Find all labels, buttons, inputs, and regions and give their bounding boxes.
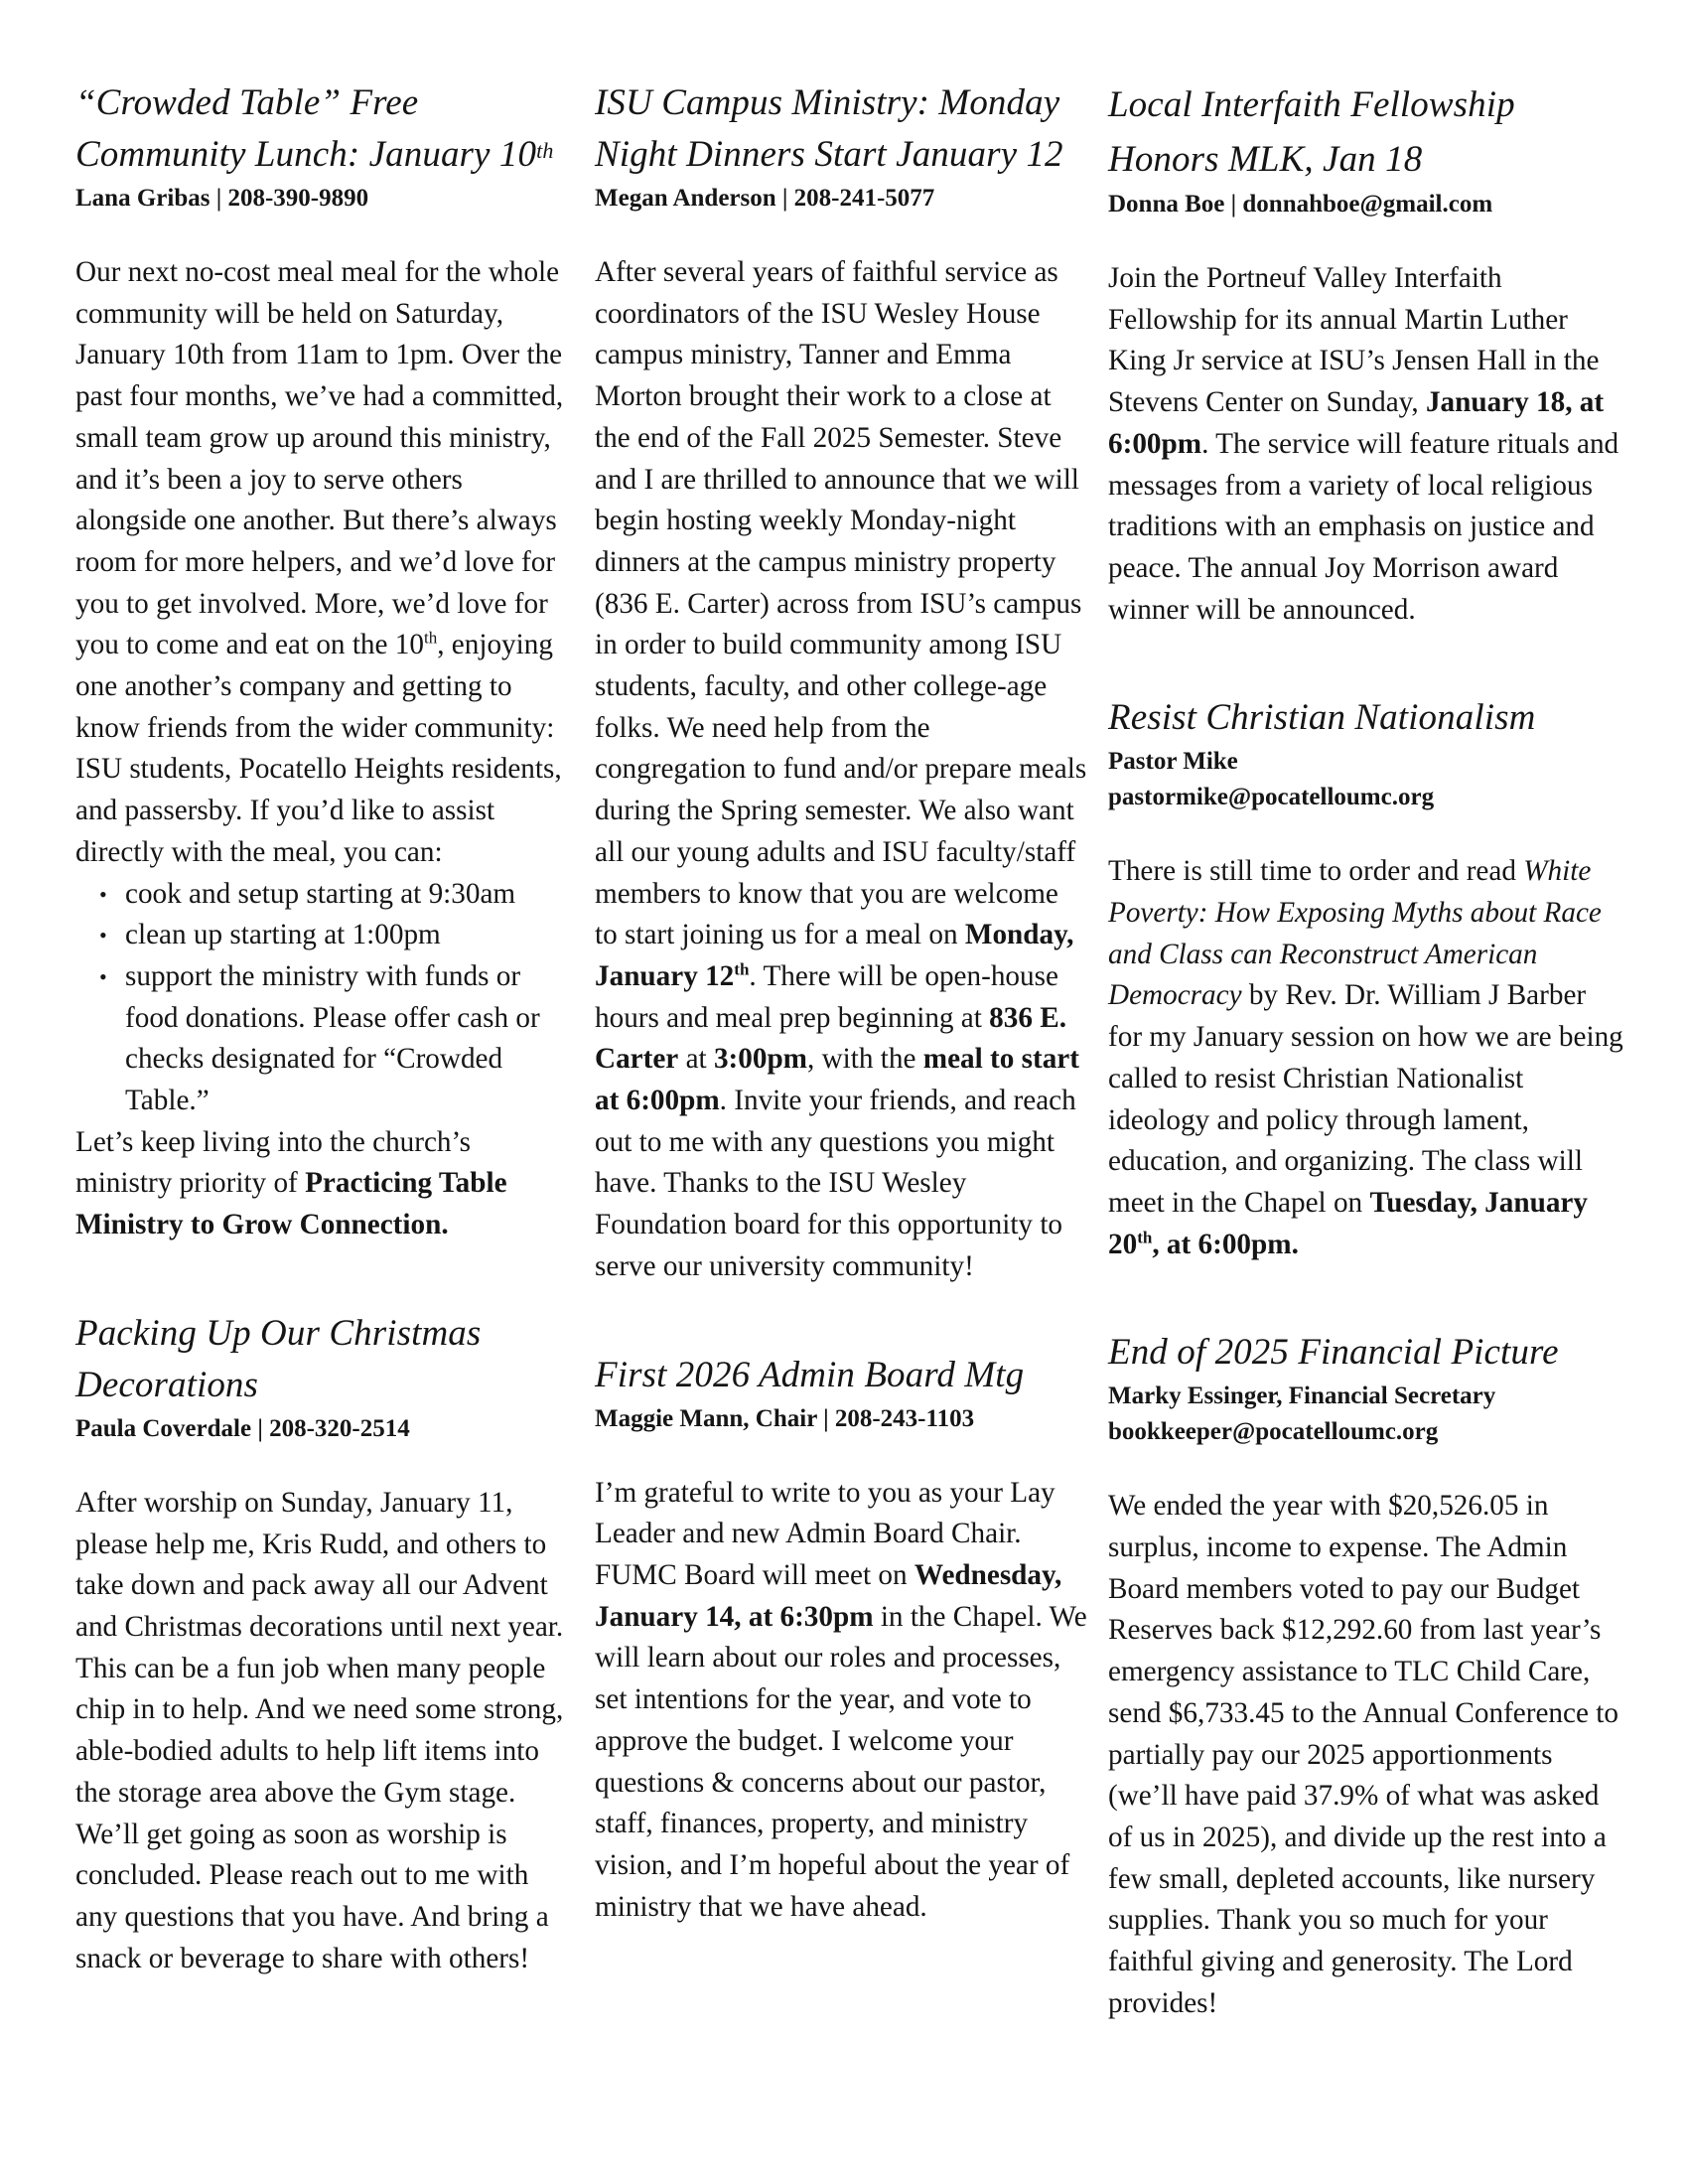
article-byline [1108, 744, 1624, 815]
byline-email: bookkeeper@pocatelloumc.org [1108, 1418, 1439, 1446]
column-1 [75, 77, 568, 2041]
article-financial-picture [1108, 1327, 1624, 2024]
article-crowded-table [75, 77, 568, 1246]
article-paragraph: We ended the year with $20,526.05 in surplus, income to expense. The Admin Board members voted to pay our Budget Reserves back $12,292.60 from last year’s emergency assistance to TLC Child Care, send $6,733.45 to the Annual Conference to partially pay our 2025 apportionments (we’ll have paid 37.9% of what was asked of us in 2025), and divide up the rest into a few small, depleted accounts, like nursery supplies. Thank you so much for your faithful giving and generosity. The Lord provides! [1108, 1490, 1618, 2019]
column-3 [1108, 77, 1624, 2087]
article-paragraph: Let’s keep living into the church’s ministry priority of Practicing Table Ministry to Grow Connection. [75, 1125, 507, 1241]
article-byline: Donna Boe | donnahboe@gmail.com [1108, 191, 1493, 218]
article-byline: Megan Anderson | 208-241-5077 [595, 185, 935, 212]
article-body [75, 252, 568, 1246]
bullet-item: • clean up starting at 1:00pm [125, 915, 568, 956]
article-christian-nationalism [1108, 692, 1624, 1265]
article-campus-ministry [595, 77, 1087, 1288]
byline-email: pastormike@pocatelloumc.org [1108, 784, 1435, 811]
bullet-list [75, 874, 568, 1122]
article-interfaith-mlk [1108, 77, 1624, 631]
article-byline: Paula Coverdale | 208-320-2514 [75, 1414, 410, 1442]
bullet-item: • cook and setup starting at 9:30am [125, 874, 568, 916]
article-body [595, 252, 1087, 1288]
article-admin-board [595, 1350, 1087, 1929]
article-byline [1108, 1379, 1624, 1450]
article-byline: Maggie Mann, Chair | 208-243-1103 [595, 1404, 975, 1432]
byline-author: Marky Essinger, Financial Secretary [1108, 1383, 1496, 1410]
article-paragraph: Join the Portneuf Valley Interfaith Fellowship for its annual Martin Luther King Jr service at ISU’s Jensen Hall in the Stevens Center on Sunday, January 18, at 6:00pm. The service will feature rituals and messages from a variety of local religious traditions with an emphasis on justice and peace. The annual Joy Morrison award winner will be announced. [1108, 262, 1619, 626]
article-title: Packing Up Our Christmas Decorations [75, 1312, 482, 1405]
byline-author: Pastor Mike [1108, 748, 1238, 776]
article-paragraph: There is still time to order and read White Poverty: How Exposing Myths about Race and Class can Reconstruct American Democracy by Rev. Dr. William J Barber for my January session on how we are being called to resist Christian Nationalist ideology and policy through lament, education, and organizing. The class will meet in the Chapel on Tuesday, January 20th, at 6:00pm. [1108, 855, 1623, 1260]
article-title: First 2026 Admin Board Mtg [595, 1354, 1025, 1395]
article-paragraph: Our next no-cost meal meal for the whole community will be held on Saturday, January 10th from 11am to 1pm. Over the past four months, we’ve had a committed, small team grow up around this ministry, and it’s been a joy to serve others alongside one another. But there’s always room for more helpers, and we’d love for you to get involved. More, we’d love for you to come and eat on the 10th, enjoying one another’s company and getting to know friends from the wider community: ISU students, Pocatello Heights residents, and passersby. If you’d like to assist directly with the meal, you can: [75, 256, 564, 868]
article-title: Local Interfaith Fellowship Honors MLK, Jan 18 [1108, 84, 1515, 180]
article-byline: Lana Gribas | 208-390-9890 [75, 185, 369, 212]
article-paragraph: After several years of faithful service as coordinators of the ISU Wesley House campus ministry, Tanner and Emma Morton brought their work to a close at the end of the Fall 2025 Semester. Steve and I are thrilled to announce that we will begin hosting weekly Monday-night dinners at the campus ministry property (836 E. Carter) across from ISU’s campus in order to build community among ISU students, faculty, and other college-age folks. We need help from the congregation to fund and/or prepare meals during the Spring semester. We also want all our young adults and ISU faculty/staff members to know that you are welcome to start joining us for a meal on Monday, January 12th. There will be open-house hours and meal prep beginning at 836 E. Carter at 3:00pm, with the meal to start at 6:00pm. Invite your friends, and reach out to me with any questions you might have. Thanks to the ISU Wesley Foundation board for this opportunity to serve our university community! [595, 256, 1087, 1282]
column-2 [595, 77, 1087, 1989]
article-body [75, 1483, 568, 1979]
article-title: ISU Campus Ministry: Monday Night Dinners Start January 12 [595, 82, 1063, 175]
article-body [1108, 1486, 1624, 2024]
article-christmas-decorations [75, 1308, 568, 1979]
article-title: End of 2025 Financial Picture [1108, 1332, 1559, 1374]
article-title: “Crowded Table” Free Community Lunch: January 10th [75, 82, 554, 175]
article-body [1108, 258, 1624, 631]
article-body [595, 1473, 1087, 1929]
article-body [1108, 851, 1624, 1265]
bullet-item: • support the ministry with funds or food donations. Please offer cash or checks designated for “Crowded Table.” [125, 956, 568, 1122]
article-paragraph: I’m grateful to write to you as your Lay Leader and new Admin Board Chair. FUMC Board will meet on Wednesday, January 14, at 6:30pm in the Chapel. We will learn about our roles and processes, set intentions for the year, and vote to approve the budget. I welcome your questions & concerns about our pastor, staff, finances, property, and ministry vision, and I’m hopeful about the year of ministry that we have ahead. [595, 1476, 1087, 1923]
article-paragraph: After worship on Sunday, January 11, please help me, Kris Rudd, and others to take down and pack away all our Advent and Christmas decorations until next year. This can be a fun job when many people chip in to help. And we need some strong, able-bodied adults to help lift items into the storage area above the Gym stage. We’ll get going as soon as worship is concluded. Please reach out to me with any questions that you have. And bring a snack or beverage to share with others! [75, 1486, 564, 1974]
article-title: Resist Christian Nationalism [1108, 697, 1536, 739]
book-title: White Poverty: How Exposing Myths about Race and Class can Reconstruct American Democracy [1108, 855, 1602, 1012]
